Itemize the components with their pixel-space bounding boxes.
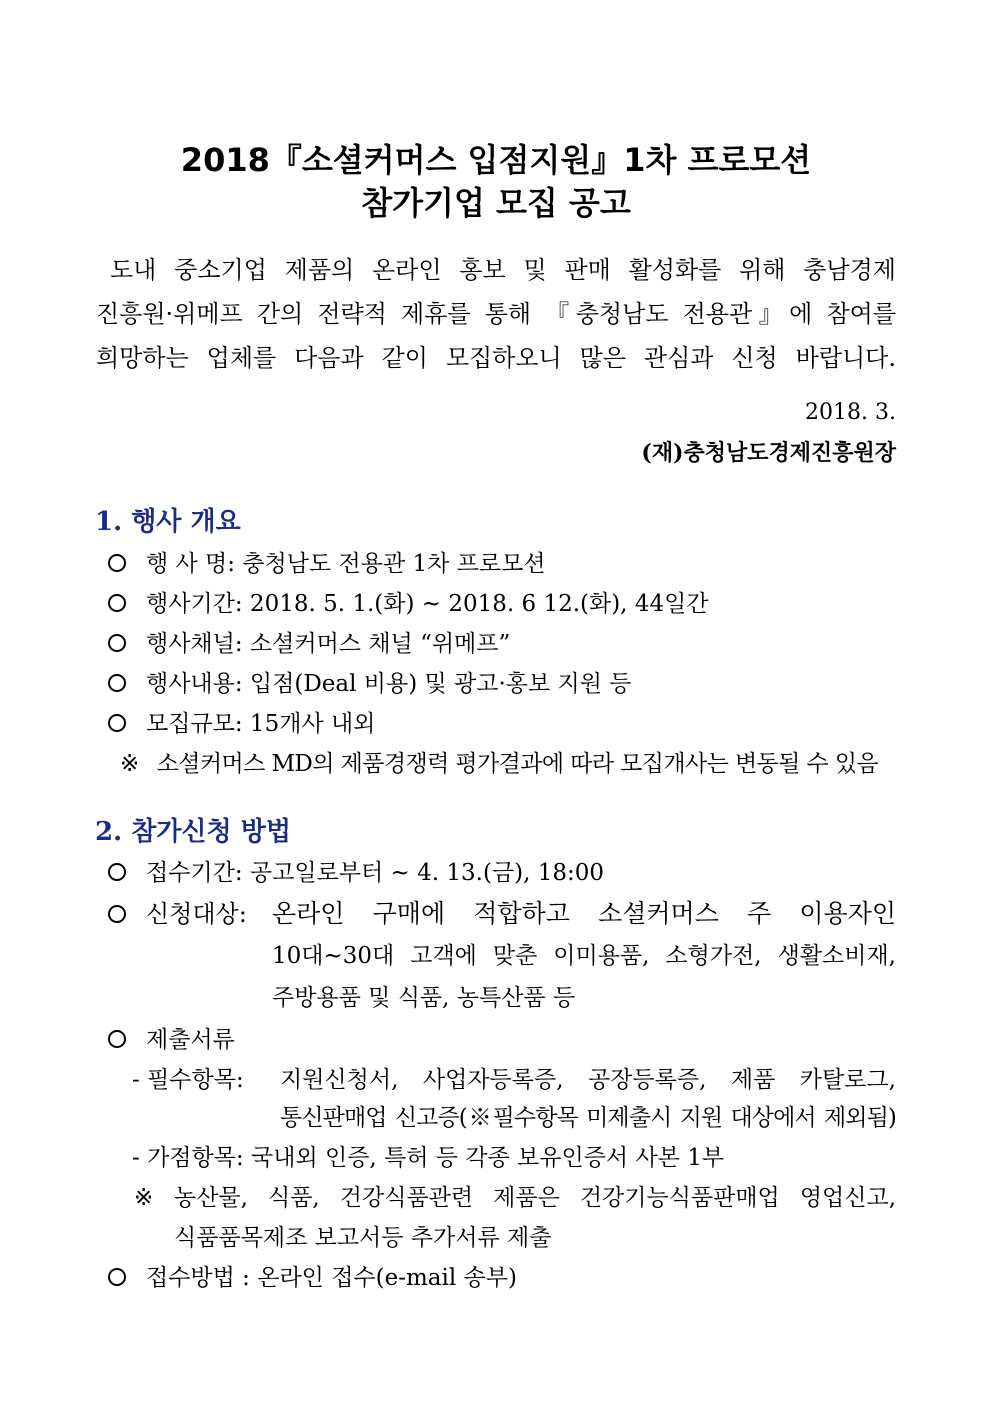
issuer-name: (재)충청남도경제진흥원장 <box>641 440 896 466</box>
section2-heading: 2. 참가신청 방법 <box>95 817 291 847</box>
section1-heading: 1. 행사 개요 <box>95 507 241 537</box>
required-line: 통신판매업 신고증(※필수항목 미제출시 지원 대상에서 제외됨) <box>280 1105 896 1131</box>
circle-bullet-icon <box>108 863 126 881</box>
circle-bullet-icon <box>108 905 126 923</box>
intro-line: 도내 중소기업 제품의 온라인 홍보 및 판매 활성화를 위해 충남경제 <box>110 256 896 284</box>
target-item <box>108 898 247 930</box>
document-title-line1: 2018『소셜커머스 입점지원』1차 프로모션 <box>180 141 812 179</box>
circle-bullet-icon <box>108 674 126 692</box>
event-content-text: 행사내용: 입점(Deal 비용) 및 광고·홍보 지원 등 <box>146 671 632 697</box>
extra-line: 식품품목제조 보고서등 추가서류 제출 <box>174 1225 552 1251</box>
event-name-text: 행 사 명: 충청남도 전용관 1차 프로모션 <box>146 551 546 577</box>
section1-note <box>120 748 878 780</box>
event-name-item <box>108 548 546 580</box>
target-label: 신청대상: <box>146 900 247 928</box>
announcement-date: 2018. 3. <box>805 400 896 425</box>
documents-label: 제출서류 <box>146 1027 235 1053</box>
application-period-text: 접수기간: 공고일로부터 ~ 4. 13.(금), 18:00 <box>146 860 605 886</box>
extra-line: 농산물, 식품, 건강식품관련 제품은 건강기능식품판매업 영업신고, <box>174 1185 896 1211</box>
circle-bullet-icon <box>108 1030 126 1048</box>
intro-line: 희망하는 업체를 다음과 같이 모집하오니 많은 관심과 신청 바랍니다. <box>96 344 896 372</box>
circle-bullet-icon <box>108 594 126 612</box>
required-line: 지원신청서, 사업자등록증, 공장등록증, 제품 카탈로그, <box>280 1067 896 1093</box>
circle-bullet-icon <box>108 714 126 732</box>
bonus-item: - 가점항목: 국내외 인증, 특허 등 각종 보유인증서 사본 1부 <box>132 1145 725 1171</box>
target-line: 10대~30대 고객에 맞춘 이미용품, 소형가전, 생활소비재, <box>272 943 896 969</box>
intro-line: 진흥원·위메프 간의 전략적 제휴를 통해 『충청남도 전용관』에 참여를 <box>96 300 896 328</box>
recruit-scale-item <box>108 708 375 740</box>
section1-note-text: 소셜커머스 MD의 제품경쟁력 평가결과에 따라 모집개사는 변동될 수 있음 <box>156 751 879 777</box>
event-channel-item <box>108 628 510 660</box>
application-method-text: 접수방법 : 온라인 접수(e-mail 송부) <box>146 1265 517 1291</box>
documents-item <box>108 1024 235 1056</box>
extra-mark: ※ <box>134 1185 154 1211</box>
event-channel-text: 행사채널: 소셜커머스 채널 “위메프” <box>146 631 511 657</box>
recruit-scale-text: 모집규모: 15개사 내외 <box>146 711 376 737</box>
circle-bullet-icon <box>108 1268 126 1286</box>
reference-mark-icon: ※ <box>120 751 139 777</box>
target-line: 주방용품 및 식품, 농특산품 등 <box>272 985 576 1011</box>
event-period-item <box>108 588 709 620</box>
circle-bullet-icon <box>108 634 126 652</box>
event-period-text: 행사기간: 2018. 5. 1.(화) ~ 2018. 6 12.(화), 44일간 <box>146 591 709 617</box>
application-method-item <box>108 1262 517 1294</box>
application-period-item <box>108 857 604 889</box>
target-line: 온라인 구매에 적합하고 소셜커머스 주 이용자인 <box>272 899 896 928</box>
circle-bullet-icon <box>108 554 126 572</box>
document-title-line2: 참가기업 모집 공고 <box>361 184 631 222</box>
required-label: - 필수항목: <box>132 1067 244 1093</box>
intro-paragraph <box>96 248 896 380</box>
event-content-item <box>108 668 631 700</box>
